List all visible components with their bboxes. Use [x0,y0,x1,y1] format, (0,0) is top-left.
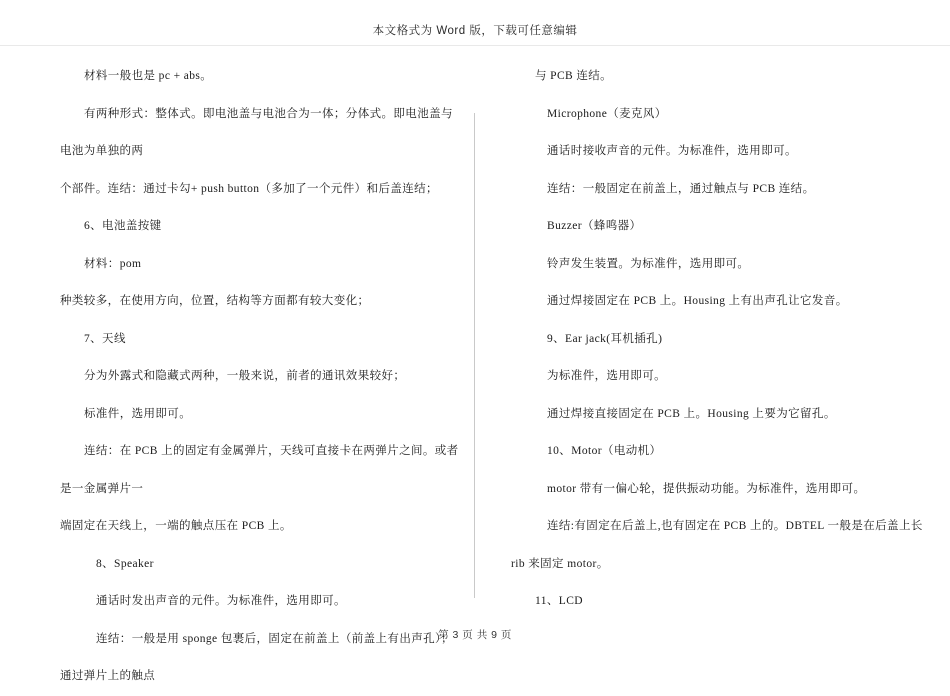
paragraph: 材料一般也是 pc + abs。 [84,70,213,82]
paragraph: 通过焊接直接固定在 PCB 上。Housing 上要为它留孔。 [547,407,836,420]
paragraph: 7、天线 [84,332,126,345]
paragraph: 种类较多，在使用方向，位置，结构等方面都有较大变化； [60,295,370,307]
column-divider [474,113,475,598]
paragraph: 通话时接收声音的元件。为标准件，选用即可。 [547,145,797,157]
paragraph: 11、LCD [535,595,583,607]
paragraph: 连结：一般是用 sponge 包裹后，固定在前盖上（前盖上有出声孔）；通过弹片上的触点 [60,632,454,682]
paragraph: 为标准件，选用即可。 [547,370,666,382]
paragraph: Microphone（麦克风） [547,107,667,120]
paragraph: 6、电池盖按键 [84,220,162,232]
paragraph: motor 带有一偏心轮，提供振动功能。为标准件，选用即可。 [547,482,866,495]
paragraph: 端固定在天线上，一端的触点压在 PCB 上。 [60,520,292,532]
paragraph: 标准件，选用即可。 [84,407,192,420]
paragraph: 个部件。连结：通过卡勾+ push button（多加了一个元件）和后盖连结； [60,182,438,195]
paragraph: 材料：pom [84,257,142,270]
paragraph: 通过焊接固定在 PCB 上。Housing 上有出声孔让它发音。 [547,295,848,307]
paragraph: Buzzer（蜂鸣器） [547,220,642,232]
header-divider [0,45,950,46]
paragraph: 连结：在 PCB 上的固定有金属弹片，天线可直接卡在两弹片之间。或者是一金属弹片一 [60,445,459,495]
paragraph: 10、Motor（电动机） [547,445,662,457]
paragraph: 8、Speaker [96,557,154,570]
paragraph: 与 PCB 连结。 [535,70,613,82]
paragraph: 分为外露式和隐藏式两种，一般来说，前者的通讯效果较好； [84,370,406,382]
paragraph: 通话时发出声音的元件。为标准件，选用即可。 [96,595,346,607]
page-header: 本文格式为 Word 版，下载可任意编辑 [372,25,578,37]
page-footer: 第 3 页 共 9 页 [438,629,512,641]
paragraph: 连结：一般固定在前盖上，通过触点与 PCB 连结。 [547,182,815,195]
paragraph: 有两种形式：整体式。即电池盖与电池合为一体；分体式。即电池盖与电池为单独的两 [60,107,453,157]
paragraph: 连结:有固定在后盖上,也有固定在 PCB 上的。DBTEL 一般是在后盖上长 rib 来固定 motor。 [511,520,927,570]
paragraph: 9、Ear jack(耳机插孔) [547,332,663,345]
paragraph: 铃声发生装置。为标准件，选用即可。 [547,257,750,270]
right-column [475,58,950,618]
